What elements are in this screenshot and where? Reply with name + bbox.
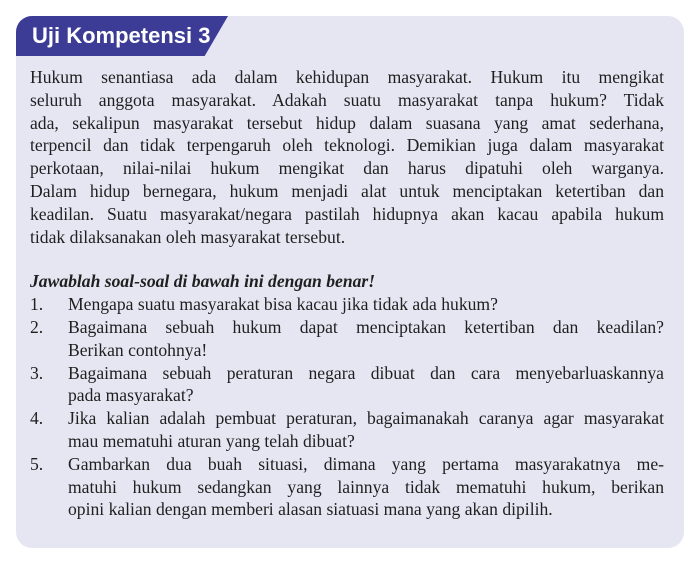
question-number: 1. (30, 294, 44, 315)
question-number: 4. (30, 408, 44, 429)
question-number: 2. (30, 316, 44, 337)
question-line: matuhi hukum sedangkan yang lainnya tidak mematuhi hukum, berikan (68, 476, 664, 497)
paragraph-line: ada, sekalipun masyarakat tersebut hidup dalam suasana yang amat sederhana, (30, 112, 664, 133)
question-line: Mengapa suatu masyarakat bisa kacau jika tidak ada hukum? (68, 294, 498, 315)
paragraph-line: keadilan. Suatu masyarakat/negara pastilah hidupnya akan kacau apabila hukum (30, 203, 664, 224)
question-number: 5. (30, 453, 44, 474)
question-line: pada masyarakat? (68, 385, 194, 406)
question-line: opini kalian dengan memberi alasan siatuasi mana yang akan dipilih. (68, 499, 553, 520)
intro-paragraph (30, 66, 664, 248)
question-list (30, 293, 664, 521)
paragraph-line: tidak dilaksanakan oleh masyarakat tersebut. (30, 226, 346, 247)
question-line: Jika kalian adalah pembuat peraturan, bagaimanakah caranya agar masyarakat (68, 408, 664, 429)
question-item (30, 316, 664, 362)
question-number: 3. (30, 362, 44, 383)
question-item (30, 407, 664, 453)
question-line: Bagaimana sebuah hukum dapat menciptakan ketertiban dan keadilan? (68, 316, 664, 337)
question-item (30, 362, 664, 408)
paragraph-line: Dalam hidup bernegara, hukum menjadi alat untuk menciptakan ketertiban dan (30, 180, 664, 201)
question-item (30, 293, 664, 316)
instruction-heading: Jawablah soal-soal di bawah ini dengan benar! (30, 271, 376, 292)
paragraph-line: Hukum senantiasa ada dalam kehidupan masyarakat. Hukum itu mengikat (30, 67, 664, 87)
question-item (30, 453, 664, 521)
question-line: Berikan contohnya! (68, 339, 208, 360)
paragraph-line: seluruh anggota masyarakat. Adakah suatu masyarakat tanpa hukum? Tidak (30, 89, 664, 110)
header-title: Uji Kompetensi 3 (32, 23, 211, 48)
paragraph-line: perkotaan, nilai-nilai hukum mengikat dan harus dipatuhi oleh warganya. (30, 158, 664, 179)
question-line: Bagaimana sebuah peraturan negara dibuat dan cara menyebarluaskannya (68, 362, 664, 383)
exercise-content (30, 66, 664, 521)
question-line: Gambarkan dua buah situasi, dimana yang pertama masyarakatnya me- (68, 453, 664, 474)
paragraph-line: terpencil dan tidak terpengaruh oleh teknologi. Demikian juga dalam masyarakat (30, 135, 664, 156)
question-line: mau mematuhi aturan yang telah dibuat? (68, 430, 355, 451)
